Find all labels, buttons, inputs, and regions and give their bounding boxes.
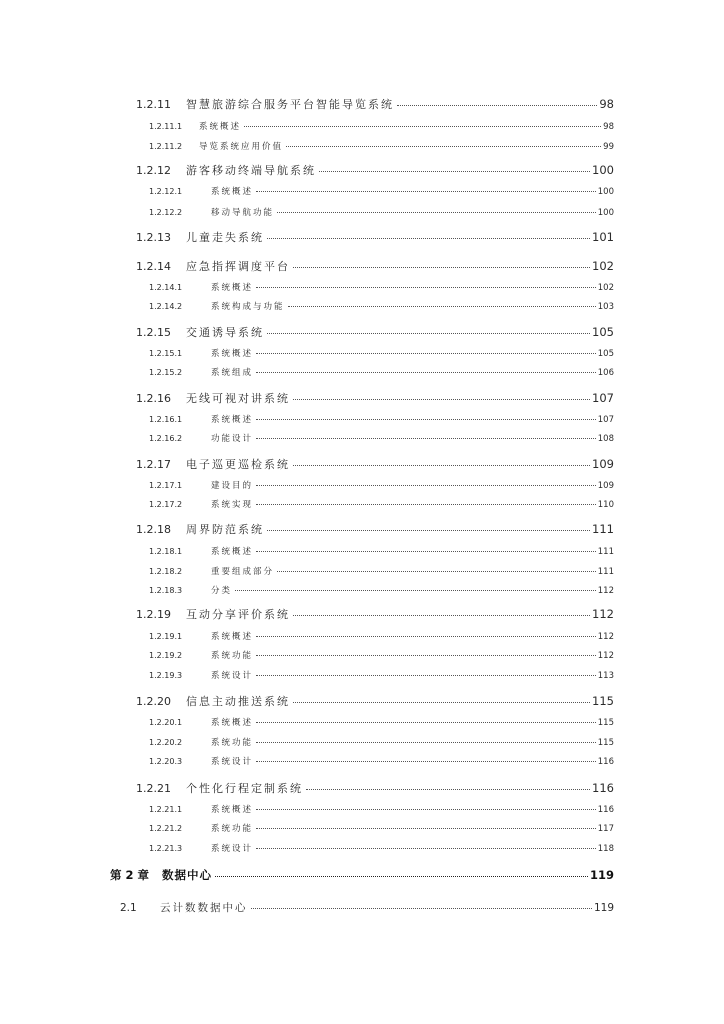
toc-entry-number: 2.1 (120, 902, 137, 914)
toc-dot-leader (256, 503, 596, 505)
toc-entry-title: 个性化行程定制系统 (186, 782, 303, 795)
toc-entry-title: 数据中心 (162, 868, 212, 882)
toc-entry-title: 系统功能 (211, 651, 254, 661)
toc-entry-title: 智慧旅游综合服务平台智能导览系统 (186, 98, 394, 111)
toc-dot-leader (256, 418, 596, 420)
toc-dot-leader (256, 741, 596, 743)
toc-entry-page: 116 (597, 805, 614, 815)
toc-entry-page: 116 (592, 781, 614, 795)
toc-entry[interactable] (149, 842, 614, 854)
toc-entry-title: 云计数数据中心 (160, 902, 248, 914)
toc-entry-page: 100 (597, 187, 614, 197)
toc-entry[interactable] (149, 545, 614, 557)
toc-entry-page: 100 (597, 208, 614, 218)
toc-entry-number: 1.2.21.3 (149, 844, 183, 853)
toc-entry[interactable] (149, 822, 614, 834)
toc-entry-page: 118 (597, 844, 614, 854)
toc-dot-leader (256, 721, 596, 723)
toc-entry-title: 儿童走失系统 (186, 231, 264, 244)
toc-entry-number: 1.2.16 (136, 392, 171, 405)
toc-entry-title: 信息主动推送系统 (186, 695, 290, 708)
toc-entry-number: 1.2.21.1 (149, 805, 183, 814)
toc-dot-leader (256, 550, 596, 552)
toc-entry[interactable] (136, 606, 614, 622)
toc-entry-title: 系统概述 (211, 547, 254, 557)
toc-entry-title: 无线可视对讲系统 (186, 392, 290, 405)
toc-entry-number: 1.2.11 (136, 98, 171, 111)
toc-entry-page: 98 (599, 97, 614, 111)
toc-entry[interactable] (149, 803, 614, 815)
toc-entry-page: 115 (592, 694, 614, 708)
toc-entry-page: 112 (597, 632, 614, 642)
toc-entry-title: 互动分享评价系统 (186, 608, 290, 621)
toc-dot-leader (256, 286, 596, 288)
toc-entry-page: 113 (597, 671, 614, 681)
toc-entry-title: 重要组成部分 (211, 567, 275, 577)
toc-entry-title: 系统概述 (199, 122, 242, 132)
toc-entry-number: 1.2.19.2 (149, 651, 183, 660)
toc-entry-page: 105 (597, 349, 614, 359)
toc-entry-number: 1.2.13 (136, 231, 171, 244)
toc-entry[interactable] (149, 140, 614, 152)
toc-dot-leader (319, 170, 590, 172)
toc-dot-leader (293, 398, 590, 400)
toc-entry-number: 1.2.18.3 (149, 586, 183, 595)
toc-entry-page: 112 (597, 651, 614, 661)
toc-entry-title: 系统概述 (211, 805, 254, 815)
toc-dot-leader (286, 145, 601, 147)
toc-entry-number: 1.2.12.2 (149, 208, 183, 217)
toc-entry-number: 第 2 章 (110, 868, 150, 882)
toc-dot-leader (256, 760, 596, 762)
toc-entry-number: 1.2.16.1 (149, 415, 183, 424)
toc-entry-page: 105 (592, 325, 614, 339)
toc-entry-title: 系统功能 (211, 738, 254, 748)
toc-entry-page: 112 (592, 607, 614, 621)
toc-entry-number: 1.2.14 (136, 260, 171, 273)
toc-entry-title: 系统设计 (211, 671, 254, 681)
toc-entry[interactable] (149, 413, 614, 425)
toc-dot-leader (293, 614, 590, 616)
toc-entry-title: 交通诱导系统 (186, 326, 264, 339)
toc-dot-leader (256, 827, 596, 829)
toc-entry-number: 1.2.20.1 (149, 718, 183, 727)
toc-entry-title: 建设目的 (211, 481, 254, 491)
toc-entry-page: 106 (597, 368, 614, 378)
toc-entry-page: 100 (592, 163, 614, 177)
toc-entry-page: 119 (593, 902, 614, 914)
toc-entry-page: 107 (592, 391, 614, 405)
toc-entry[interactable] (136, 229, 614, 245)
toc-entry[interactable] (136, 96, 614, 112)
toc-entry-page: 109 (592, 457, 614, 471)
toc-entry-page: 115 (597, 738, 614, 748)
toc-entry-number: 1.2.15.1 (149, 349, 183, 358)
toc-dot-leader (277, 570, 596, 572)
toc-dot-leader (256, 484, 596, 486)
toc-dot-leader (256, 635, 596, 637)
toc-entry-title: 移动导航功能 (211, 208, 275, 218)
toc-entry-title: 导览系统应用价值 (199, 142, 284, 152)
toc-entry[interactable] (149, 281, 614, 293)
toc-entry-title: 系统功能 (211, 824, 254, 834)
toc-entry-page: 98 (603, 122, 614, 132)
toc-entry-page: 109 (597, 481, 614, 491)
toc-entry-number: 1.2.14.2 (149, 302, 183, 311)
toc-dot-leader (293, 464, 590, 466)
toc-entry-number: 1.2.18.2 (149, 567, 183, 576)
toc-entry-title: 分类 (211, 586, 233, 596)
toc-entry-title: 系统概述 (211, 632, 254, 642)
toc-entry-number: 1.2.17.1 (149, 481, 183, 490)
toc-entry[interactable] (149, 120, 614, 132)
toc-dot-leader (256, 808, 596, 810)
toc-entry-title: 系统实现 (211, 500, 254, 510)
toc-entry-page: 107 (597, 415, 614, 425)
toc-entry-number: 1.2.11.2 (149, 142, 183, 151)
toc-entry-title: 电子巡更巡检系统 (186, 458, 290, 471)
toc-entry-page: 103 (597, 302, 614, 312)
toc-entry[interactable] (149, 347, 614, 359)
toc-entry-title: 系统概述 (211, 349, 254, 359)
toc-entry-page: 111 (597, 547, 614, 557)
toc-entry-number: 1.2.20.2 (149, 738, 183, 747)
toc-entry-page: 110 (597, 500, 614, 510)
toc-dot-leader (256, 847, 596, 849)
toc-entry-page: 119 (589, 868, 614, 882)
toc-entry-number: 1.2.20 (136, 695, 171, 708)
toc-entry[interactable] (120, 900, 614, 915)
toc-entry-number: 1.2.11.1 (149, 122, 183, 131)
toc-entry-number: 1.2.12 (136, 164, 171, 177)
toc-entry-number: 1.2.19.1 (149, 632, 183, 641)
toc-entry[interactable] (149, 432, 614, 444)
toc-dot-leader (288, 305, 596, 307)
toc-entry-page: 99 (603, 142, 614, 152)
toc-dot-leader (215, 875, 588, 877)
toc-entry[interactable] (136, 162, 614, 178)
toc-dot-leader (277, 211, 596, 213)
toc-entry-title: 系统概述 (211, 415, 254, 425)
toc-entry[interactable] (110, 867, 614, 883)
toc-entry[interactable] (149, 300, 614, 312)
toc-dot-leader (256, 674, 596, 676)
toc-dot-leader (244, 125, 601, 127)
toc-entry-page: 102 (592, 259, 614, 273)
toc-entry-page: 111 (597, 567, 614, 577)
toc-entry[interactable] (149, 755, 614, 767)
toc-dot-leader (267, 237, 590, 239)
toc-entry[interactable] (136, 693, 614, 709)
toc-entry-title: 功能设计 (211, 434, 254, 444)
toc-dot-leader (256, 371, 596, 373)
toc-entry[interactable] (136, 456, 614, 472)
toc-entry-title: 系统概述 (211, 187, 254, 197)
toc-entry-title: 系统概述 (211, 718, 254, 728)
toc-entry-number: 1.2.21.2 (149, 824, 183, 833)
toc-entry[interactable] (149, 185, 614, 197)
toc-entry[interactable] (136, 521, 614, 537)
toc-entry-page: 117 (597, 824, 614, 834)
toc-entry-page: 112 (597, 586, 614, 596)
toc-entry-number: 1.2.17.2 (149, 500, 183, 509)
toc-entry-title: 系统设计 (211, 757, 254, 767)
toc-entry-number: 1.2.14.1 (149, 283, 183, 292)
toc-entry-title: 系统概述 (211, 283, 254, 293)
toc-entry-number: 1.2.17 (136, 458, 171, 471)
toc-entry[interactable] (149, 498, 614, 510)
toc-entry[interactable] (149, 206, 614, 218)
toc-dot-leader (267, 529, 590, 531)
toc-entry-page: 108 (597, 434, 614, 444)
toc-dot-leader (235, 589, 596, 591)
toc-entry-number: 1.2.20.3 (149, 757, 183, 766)
toc-entry[interactable] (149, 479, 614, 491)
toc-entry-page: 101 (592, 230, 614, 244)
toc-dot-leader (256, 437, 596, 439)
toc-dot-leader (306, 788, 590, 790)
toc-entry[interactable] (149, 565, 614, 577)
toc-dot-leader (256, 654, 596, 656)
toc-entry-title: 游客移动终端导航系统 (186, 164, 316, 177)
toc-dot-leader (293, 701, 590, 703)
toc-entry-title: 系统组成 (211, 368, 254, 378)
toc-entry-number: 1.2.18 (136, 523, 171, 536)
toc-entry-title: 周界防范系统 (186, 523, 264, 536)
toc-entry-number: 1.2.21 (136, 782, 171, 795)
toc-entry-number: 1.2.15 (136, 326, 171, 339)
toc-dot-leader (256, 352, 596, 354)
toc-entry-number: 1.2.16.2 (149, 434, 183, 443)
toc-entry[interactable] (149, 716, 614, 728)
toc-entry[interactable] (136, 390, 614, 406)
toc-dot-leader (293, 266, 590, 268)
toc-dot-leader (256, 190, 596, 192)
toc-entry[interactable] (149, 736, 614, 748)
toc-dot-leader (267, 332, 590, 334)
toc-entry-page: 102 (597, 283, 614, 293)
toc-entry-page: 115 (597, 718, 614, 728)
toc-entry[interactable] (149, 630, 614, 642)
toc-entry[interactable] (149, 584, 614, 596)
toc-entry-title: 系统构成与功能 (211, 302, 285, 312)
toc-entry-number: 1.2.15.2 (149, 368, 183, 377)
toc-entry[interactable] (136, 324, 614, 340)
toc-entry-number: 1.2.19.3 (149, 671, 183, 680)
toc-dot-leader (251, 907, 592, 909)
toc-entry[interactable] (149, 669, 614, 681)
toc-entry[interactable] (136, 258, 614, 274)
toc-entry[interactable] (149, 649, 614, 661)
toc-entry-number: 1.2.12.1 (149, 187, 183, 196)
toc-dot-leader (397, 104, 597, 106)
toc-entry-page: 111 (592, 522, 614, 536)
toc-entry-page: 116 (597, 757, 614, 767)
toc-entry-title: 系统设计 (211, 844, 254, 854)
toc-entry-number: 1.2.19 (136, 608, 171, 621)
toc-entry-number: 1.2.18.1 (149, 547, 183, 556)
toc-entry[interactable] (149, 366, 614, 378)
toc-entry-title: 应急指挥调度平台 (186, 260, 290, 273)
toc-entry[interactable] (136, 780, 614, 796)
